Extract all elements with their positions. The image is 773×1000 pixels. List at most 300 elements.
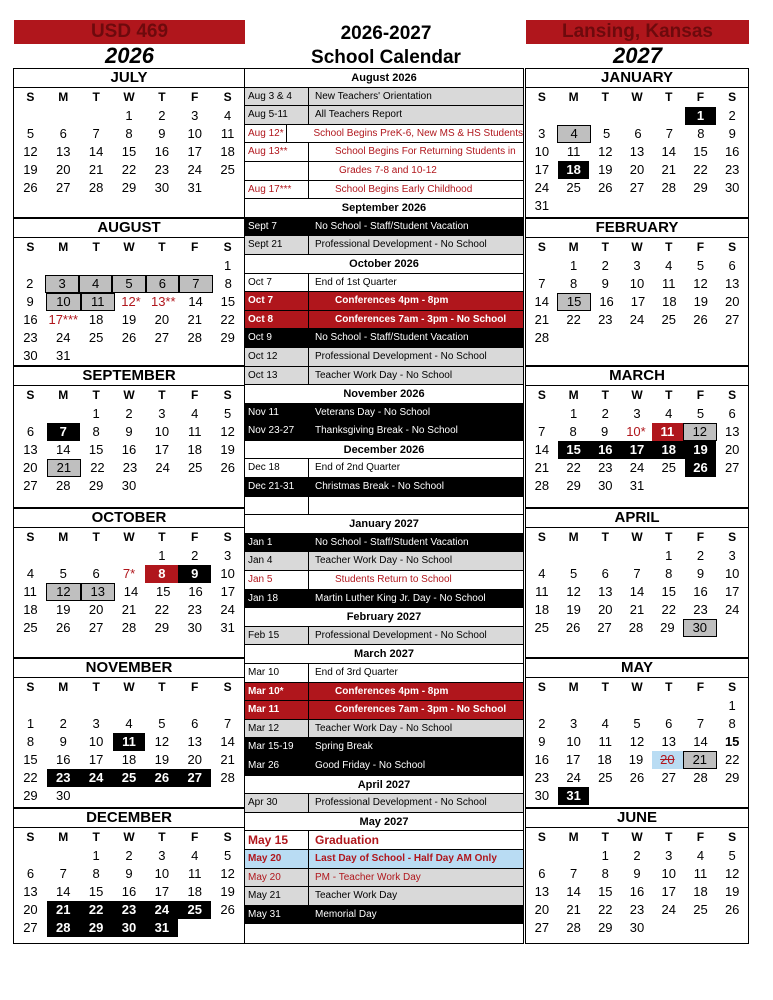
- day-cell: [178, 697, 211, 715]
- event-date: May 31: [245, 906, 309, 925]
- event-date: Nov 11: [245, 404, 309, 422]
- day-cell: 20: [725, 294, 740, 309]
- week-row: [526, 919, 748, 937]
- event-description: Memorial Day: [315, 908, 377, 920]
- event-description: Professional Development - No School: [315, 350, 487, 362]
- week-row: [14, 311, 244, 329]
- day-cell: 28: [534, 330, 550, 345]
- weekday-label: F: [191, 388, 199, 402]
- day-cell: 26: [629, 770, 645, 785]
- event-date: Aug 17***: [245, 181, 309, 199]
- weekday-label: T: [158, 680, 166, 694]
- day-cell: [80, 107, 113, 125]
- day-cell: 30: [121, 478, 137, 493]
- day-cell: [716, 197, 748, 215]
- event-row: [245, 664, 523, 683]
- day-cell: 6: [728, 406, 736, 421]
- day-cell: [558, 847, 590, 865]
- day-cell: [716, 919, 748, 937]
- day-cell: 28: [661, 180, 676, 195]
- day-cell: 10: [154, 424, 170, 439]
- event-month-heading: [245, 645, 523, 664]
- day-cell: 20: [629, 162, 645, 177]
- day-cell: 10: [566, 734, 581, 749]
- day-cell: 23: [113, 901, 146, 919]
- day-cell: 30: [598, 478, 613, 493]
- day-cell: [178, 257, 211, 275]
- weekday-label: S: [26, 90, 35, 104]
- day-cell: 8: [125, 126, 133, 141]
- day-cell: 23: [122, 460, 138, 475]
- day-cell: 11: [187, 424, 202, 439]
- week-row: [526, 583, 748, 601]
- day-cell: 1: [125, 108, 133, 123]
- day-cell: [526, 547, 558, 565]
- week-row: [14, 405, 244, 423]
- week-row: [526, 311, 748, 329]
- day-cell: 24: [80, 769, 113, 787]
- day-cell: 30: [629, 920, 645, 935]
- event-description: Veterans Day - No School: [315, 406, 431, 418]
- weekday-label: T: [665, 388, 673, 402]
- week-row: [14, 919, 244, 937]
- day-cell: 20: [56, 162, 71, 177]
- event-row: [245, 292, 523, 311]
- weekday-label: W: [123, 830, 135, 844]
- week-row: [14, 423, 244, 441]
- weekday-label: S: [223, 530, 232, 544]
- day-cell: 18: [597, 752, 612, 767]
- day-cell: 16: [534, 752, 549, 767]
- day-cell: 7*: [122, 566, 136, 581]
- day-cell: [14, 847, 47, 865]
- weekday-label: S: [728, 530, 737, 544]
- day-cell: 25: [88, 330, 104, 345]
- day-cell: 9: [538, 734, 546, 749]
- day-cell: 12: [629, 734, 645, 749]
- day-cell: 11: [566, 144, 581, 159]
- event-description: Graduation: [315, 833, 380, 848]
- event-row: [245, 404, 523, 423]
- week-row: [14, 697, 244, 715]
- day-cell: 6: [538, 866, 546, 881]
- week-row: [14, 865, 244, 883]
- event-month-label: October 2026: [349, 257, 419, 270]
- day-cell: [621, 547, 653, 565]
- week-row: [14, 329, 244, 347]
- event-description: No School - Staff/Student Vacation: [315, 536, 469, 548]
- day-cell: 7: [59, 866, 67, 881]
- day-cell: 3: [158, 406, 166, 421]
- day-cell: [80, 787, 113, 805]
- event-description: School Begins Early Childhood: [335, 183, 473, 195]
- day-cell: 19: [23, 162, 38, 177]
- day-cell: 10*: [626, 424, 646, 439]
- event-row: [245, 348, 523, 367]
- day-cell: 30: [113, 919, 146, 937]
- event-description: No School - Staff/Student Vacation: [315, 220, 469, 232]
- day-cell: 1: [92, 406, 100, 421]
- day-cell: 9: [178, 565, 211, 583]
- event-description: End of 2nd Quarter: [315, 462, 401, 474]
- weekday-label: S: [223, 830, 232, 844]
- event-row: [245, 534, 523, 553]
- day-cell: 25: [598, 770, 613, 785]
- day-cell: [589, 547, 621, 565]
- event-row: [245, 459, 523, 478]
- event-date: Jan 4: [245, 552, 309, 570]
- month-name: JULY: [14, 69, 244, 88]
- day-cell: [716, 787, 748, 805]
- day-cell: 16: [188, 584, 203, 599]
- day-cell: 3: [728, 548, 736, 563]
- day-cell: [47, 405, 80, 423]
- day-cell: [80, 347, 113, 365]
- events-list: [244, 68, 524, 944]
- weekday-label: T: [601, 90, 609, 104]
- event-row: [245, 757, 523, 776]
- event-date: Aug 13**: [245, 143, 309, 161]
- day-cell: 31: [534, 198, 550, 213]
- event-description: Conferences 4pm - 8pm: [335, 295, 449, 307]
- day-cell: 19: [121, 312, 137, 327]
- week-row: [526, 161, 748, 179]
- day-cell: 5: [158, 716, 166, 731]
- day-cell: 30: [23, 348, 38, 363]
- month-february: [525, 218, 749, 366]
- day-cell: 4: [665, 258, 673, 273]
- day-cell: 6: [665, 716, 673, 731]
- day-cell: 9: [125, 866, 133, 881]
- week-row: [14, 293, 244, 311]
- week-row: [526, 769, 748, 787]
- day-cell: 27: [534, 920, 550, 935]
- event-date: Jan 5: [245, 571, 309, 589]
- weekday-label: W: [123, 90, 135, 104]
- month-name: NOVEMBER: [14, 659, 244, 678]
- weekday-label: F: [191, 90, 199, 104]
- day-cell: 26: [121, 330, 137, 345]
- month-name: MAY: [526, 659, 748, 678]
- day-cell: 15: [558, 441, 590, 459]
- day-cell: [80, 257, 113, 275]
- day-cell: [47, 847, 80, 865]
- weekday-header: [526, 386, 748, 405]
- day-cell: [47, 107, 80, 125]
- event-description: Teacher Work Day - No School: [315, 369, 453, 381]
- month-october: [13, 508, 245, 658]
- day-cell: 23: [23, 330, 38, 345]
- day-cell: 29: [88, 478, 104, 493]
- weekday-header: [526, 828, 748, 847]
- day-cell: 17: [565, 752, 581, 767]
- day-cell: 7: [538, 276, 546, 291]
- day-cell: [14, 547, 47, 565]
- event-month-label: April 2027: [357, 778, 411, 791]
- week-row: [14, 275, 244, 293]
- day-cell: 18: [534, 602, 550, 617]
- day-cell: 20: [534, 902, 550, 917]
- day-cell: 13**: [150, 294, 176, 309]
- day-cell: 11: [187, 866, 202, 881]
- day-cell: 8: [92, 866, 100, 881]
- day-cell: 19: [685, 441, 717, 459]
- day-cell: 6: [728, 258, 736, 273]
- day-cell: 12: [693, 276, 708, 291]
- event-date: May 21: [245, 887, 309, 905]
- event-row: [245, 274, 523, 293]
- day-cell: [113, 347, 146, 365]
- day-cell: 11: [81, 293, 115, 311]
- day-cell: 24: [661, 902, 676, 917]
- day-cell: [558, 329, 590, 347]
- event-row: [245, 738, 523, 757]
- event-date: Aug 12*: [245, 125, 287, 143]
- day-cell: 4: [191, 406, 199, 421]
- event-description: New Teachers' Orientation: [315, 90, 432, 102]
- week-row: [14, 347, 244, 365]
- day-cell: [653, 477, 685, 495]
- weekday-label: M: [58, 388, 69, 402]
- week-row: [526, 601, 748, 619]
- weekday-label: S: [26, 388, 35, 402]
- weekday-label: F: [696, 530, 705, 544]
- weekday-label: M: [568, 90, 579, 104]
- day-cell: 5: [696, 258, 705, 273]
- day-cell: 18: [187, 442, 202, 457]
- month-september: [13, 366, 245, 508]
- day-cell: 26: [685, 459, 717, 477]
- weekday-label: S: [537, 240, 546, 254]
- day-cell: [47, 697, 80, 715]
- day-cell: 17***: [48, 312, 79, 327]
- day-cell: 20: [187, 752, 202, 767]
- day-cell: 13: [534, 884, 550, 899]
- day-cell: [653, 697, 685, 715]
- day-cell: 2: [538, 716, 546, 731]
- event-month-heading: [245, 255, 523, 274]
- day-cell: [526, 405, 558, 423]
- week-row: [14, 477, 244, 495]
- month-march: [525, 366, 749, 508]
- weekday-label: S: [26, 680, 35, 694]
- day-cell: 11: [113, 733, 146, 751]
- day-cell: 11: [23, 584, 37, 599]
- weekday-label: S: [26, 830, 35, 844]
- weekday-label: S: [537, 388, 546, 402]
- day-cell: 13: [661, 734, 676, 749]
- day-cell: 19: [628, 752, 644, 767]
- day-cell: 18: [653, 441, 685, 459]
- day-cell: 11: [535, 584, 549, 599]
- month-january: [525, 68, 749, 218]
- day-cell: 25: [178, 901, 211, 919]
- day-cell: 2: [59, 716, 67, 731]
- week-row: [526, 619, 748, 637]
- weekday-label: T: [601, 530, 609, 544]
- day-cell: [653, 329, 685, 347]
- day-cell: 4: [557, 125, 590, 143]
- day-cell: 7: [696, 716, 705, 731]
- day-cell: 28: [220, 770, 235, 785]
- day-cell: [685, 477, 717, 495]
- day-cell: [653, 197, 685, 215]
- weekday-label: W: [631, 240, 643, 254]
- day-cell: 13: [629, 144, 645, 159]
- event-date: [245, 162, 309, 180]
- weekday-label: S: [537, 680, 546, 694]
- event-date: Mar 10*: [245, 683, 309, 701]
- day-cell: 21: [187, 312, 202, 327]
- day-cell: 3: [569, 716, 578, 731]
- day-cell: 10: [46, 293, 80, 311]
- day-cell: 2: [26, 276, 34, 291]
- event-row: [245, 869, 523, 888]
- day-cell: 8: [224, 276, 232, 291]
- day-cell: 17: [621, 441, 653, 459]
- event-row: [245, 181, 523, 200]
- day-cell: 12*: [121, 294, 141, 309]
- day-cell: 9: [601, 276, 609, 291]
- day-cell: 6: [59, 126, 67, 141]
- weekday-label: T: [92, 830, 100, 844]
- event-row: [245, 329, 523, 348]
- weekday-label: W: [123, 388, 135, 402]
- month-name: JANUARY: [526, 69, 748, 88]
- event-date: Sept 7: [245, 218, 309, 236]
- day-cell: 12: [46, 583, 80, 601]
- event-date: Nov 23-27: [245, 422, 309, 440]
- day-cell: 14: [661, 144, 676, 159]
- day-cell: 26: [56, 620, 71, 635]
- day-cell: 28: [693, 770, 708, 785]
- day-cell: [14, 405, 47, 423]
- day-cell: 22: [661, 602, 676, 617]
- day-cell: 6: [26, 866, 35, 881]
- day-cell: 11: [598, 734, 613, 749]
- day-cell: [211, 919, 244, 937]
- day-cell: [178, 787, 211, 805]
- weekday-label: M: [568, 530, 579, 544]
- week-row: [14, 619, 244, 637]
- weekday-label: T: [601, 680, 609, 694]
- day-cell: [178, 919, 211, 937]
- day-cell: [621, 787, 653, 805]
- weekday-label: T: [665, 530, 673, 544]
- day-cell: 8: [569, 424, 577, 439]
- day-cell: 4: [79, 275, 112, 293]
- day-cell: 4: [601, 716, 609, 731]
- event-date: Feb 15: [245, 627, 309, 645]
- day-cell: 27: [597, 620, 612, 635]
- day-cell: 8: [145, 565, 178, 583]
- weekday-label: S: [26, 240, 35, 254]
- weekday-label: F: [191, 240, 199, 254]
- day-cell: 4: [125, 716, 133, 731]
- weekday-label: M: [568, 680, 579, 694]
- event-date: May 20: [245, 850, 309, 868]
- day-cell: 13: [725, 424, 740, 439]
- day-cell: 23: [629, 902, 645, 917]
- day-cell: 6: [601, 566, 609, 581]
- day-cell: 7: [223, 716, 232, 731]
- day-cell: [621, 697, 653, 715]
- weekday-label: F: [696, 90, 705, 104]
- year-right: 2027: [613, 43, 662, 68]
- day-cell: 26: [565, 620, 581, 635]
- week-row: [526, 107, 748, 125]
- day-cell: 9: [728, 126, 736, 141]
- day-cell: 21: [88, 162, 104, 177]
- day-cell: 21: [47, 901, 80, 919]
- day-cell: [526, 847, 558, 865]
- day-cell: 29: [121, 180, 137, 195]
- event-date: Sept 21: [245, 236, 309, 254]
- day-cell: 15: [121, 144, 137, 159]
- weekday-label: T: [92, 530, 100, 544]
- day-cell: 9: [125, 424, 133, 439]
- day-cell: 16: [56, 752, 71, 767]
- weekday-label: T: [665, 90, 673, 104]
- weekday-label: S: [223, 388, 232, 402]
- event-date: [245, 497, 309, 515]
- day-cell: [589, 697, 621, 715]
- weekday-label: W: [123, 530, 135, 544]
- day-cell: 1: [665, 548, 673, 563]
- event-description: Conferences 7am - 3pm - No School: [335, 704, 507, 716]
- day-cell: 28: [534, 478, 550, 493]
- day-cell: [558, 697, 590, 715]
- weekday-label: W: [631, 530, 643, 544]
- event-row: [245, 887, 523, 906]
- week-row: [526, 275, 748, 293]
- day-cell: [653, 107, 685, 125]
- day-cell: [685, 919, 717, 937]
- day-cell: 27: [56, 180, 71, 195]
- day-cell: 11: [652, 423, 683, 441]
- weekday-label: S: [728, 680, 737, 694]
- weekday-label: M: [58, 530, 69, 544]
- day-cell: 12: [683, 423, 716, 441]
- day-cell: 20: [154, 312, 170, 327]
- day-cell: 1: [92, 848, 100, 863]
- city-banner: Lansing, Kansas: [526, 20, 749, 44]
- day-cell: 18: [558, 161, 590, 179]
- week-row: [526, 197, 748, 215]
- day-cell: 6: [92, 566, 100, 581]
- day-cell: 14: [534, 442, 550, 457]
- day-cell: 27: [23, 920, 38, 935]
- day-cell: 29: [154, 620, 170, 635]
- event-month-label: February 2027: [346, 611, 422, 624]
- day-cell: 8: [601, 866, 609, 881]
- day-cell: 19: [724, 884, 740, 899]
- day-cell: 2: [158, 108, 166, 123]
- day-cell: 27: [629, 180, 645, 195]
- day-cell: 5: [696, 406, 705, 421]
- day-cell: 14: [566, 884, 581, 899]
- day-cell: [685, 329, 717, 347]
- day-cell: 13: [81, 583, 115, 601]
- day-cell: 22: [566, 312, 581, 327]
- month-name: APRIL: [526, 509, 748, 528]
- day-cell: 4: [665, 406, 673, 421]
- day-cell: [145, 697, 178, 715]
- day-cell: [653, 919, 685, 937]
- day-cell: 29: [80, 919, 113, 937]
- day-cell: 17: [187, 144, 202, 159]
- day-cell: 25: [693, 902, 708, 917]
